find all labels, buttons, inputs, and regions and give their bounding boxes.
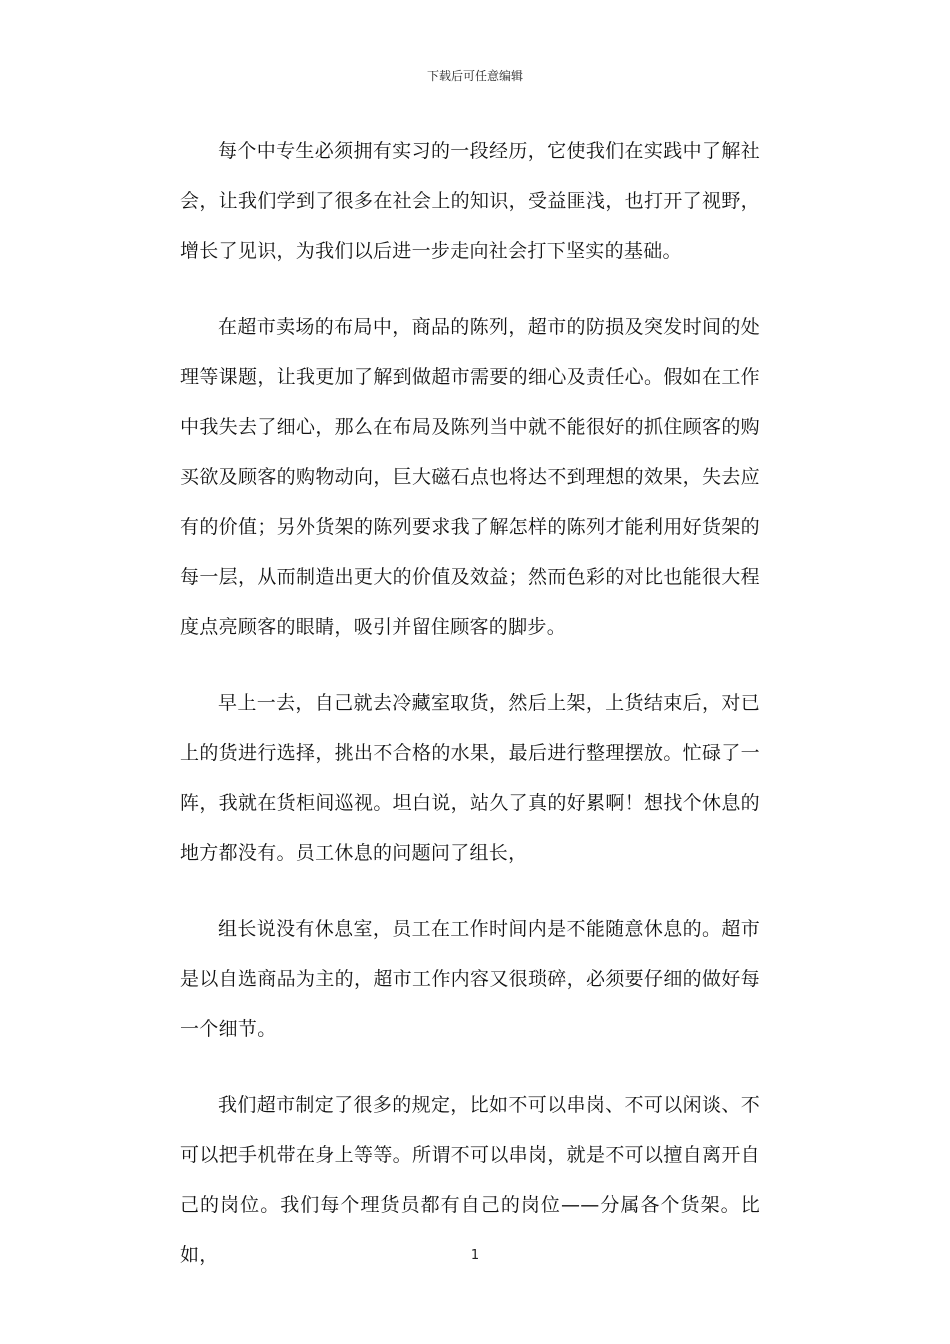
paragraph: 组长说没有休息室，员工在工作时间内是不能随意休息的。超市是以自选商品为主的，超市工作内容又很琐碎，必须要仔细的做好每一个细节。 <box>180 918 760 1040</box>
page-header: 下载后可任意编辑 <box>426 69 523 83</box>
page-number: 1 <box>470 1248 480 1263</box>
paragraph: 我们超市制定了很多的规定，比如不可以串岗、不可以闲谈、不可以把手机带在身上等等。所谓不可以串岗，就是不可以擅自离开自己的岗位。我们每个理货员都有自己的岗位——分属各个货架。比如， <box>180 1094 760 1266</box>
document-body <box>180 126 760 1306</box>
paragraph: 每个中专生必须拥有实习的一段经历，它使我们在实践中了解社会，让我们学到了很多在社会上的知识，受益匪浅，也打开了视野，增长了见识，为我们以后进一步走向社会打下坚实的基础。 <box>180 140 760 262</box>
paragraph: 在超市卖场的布局中，商品的陈列，超市的防损及突发时间的处理等课题，让我更加了解到做超市需要的细心及责任心。假如在工作中我失去了细心，那么在布局及陈列当中就不能很好的抓住顾客的购买欲及顾客的购物动向，巨大磁石点也将达不到理想的效果，失去应有的价值；另外货架的陈列要求我了解怎样的陈列才能利用好货架的每一层，从而制造出更大的价值及效益；然而色彩的对比也能很大程度点亮顾客的眼睛，吸引并留住顾客的脚步。 <box>180 316 760 638</box>
paragraph: 早上一去，自己就去冷藏室取货，然后上架，上货结束后，对已上的货进行选择，挑出不合格的水果，最后进行整理摆放。忙碌了一阵，我就在货柜间巡视。坦白说，站久了真的好累啊！想找个休息的地方都没有。员工休息的问题问了组长， <box>180 692 760 864</box>
